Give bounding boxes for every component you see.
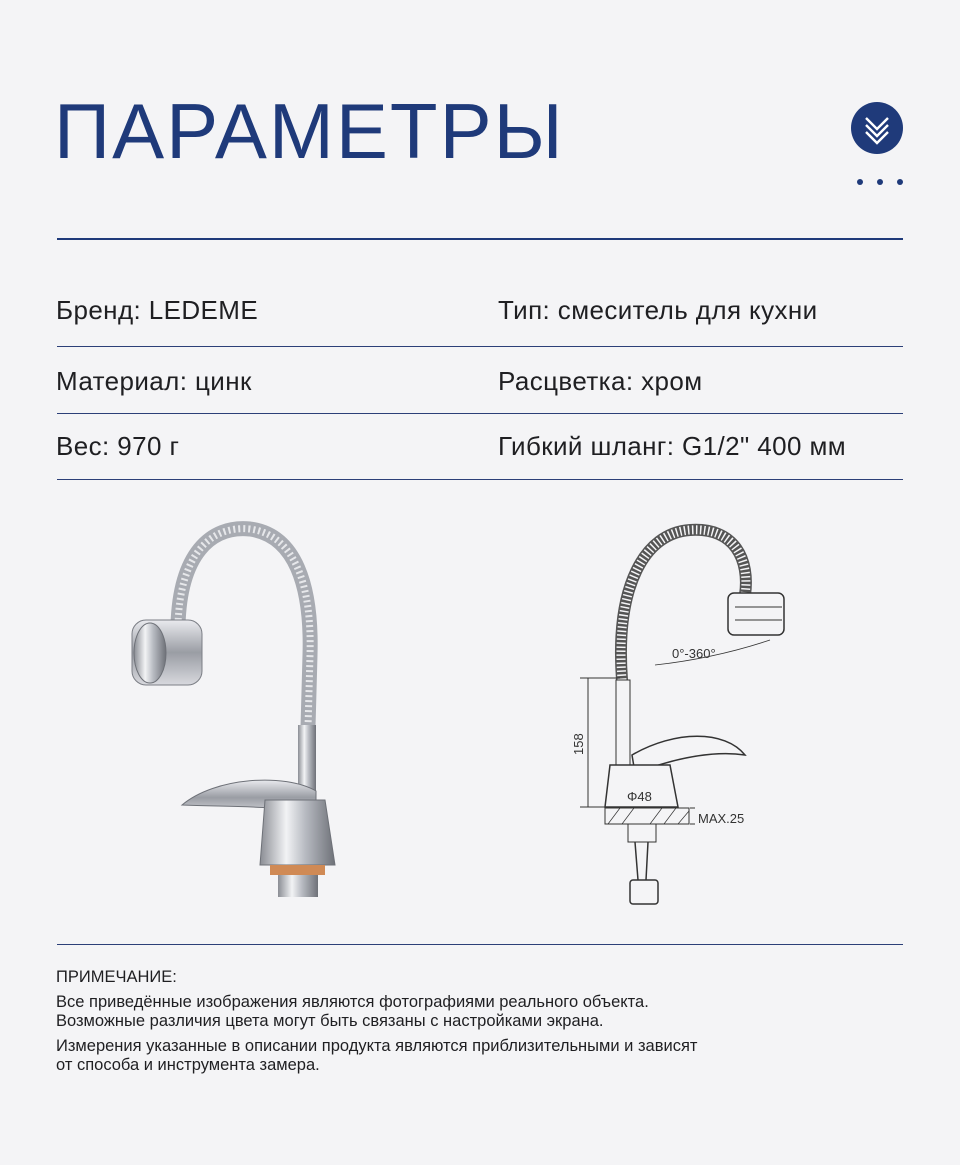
faucet-photo [120, 515, 360, 915]
faucet-technical-drawing [560, 515, 830, 915]
spec-type: Тип: смеситель для кухни [498, 295, 818, 325]
note-line: Возможные различия цвета могут быть связаны с настройками экрана. [56, 1012, 604, 1030]
note-line: от способа и инструмента замера. [56, 1056, 320, 1074]
spec-divider [57, 479, 903, 480]
more-dots-icon[interactable] [857, 179, 903, 187]
spec-hose: Гибкий шланг: G1/2" 400 мм [498, 431, 847, 461]
spec-color: Расцветка: хром [498, 366, 703, 396]
spec-weight: Вес: 970 г [56, 431, 180, 461]
spec-divider [57, 413, 903, 414]
page-title: ПАРАМЕТРЫ [54, 87, 565, 175]
max-thickness-label: MAX.25 [698, 811, 745, 826]
header-divider [57, 238, 903, 240]
chevron-double-down-icon[interactable] [851, 102, 903, 154]
height-label: 158 [571, 733, 586, 755]
note-line: Все приведённые изображения являются фотографиями реального объекта. [56, 993, 649, 1011]
note-divider [57, 944, 903, 945]
note-line: Измерения указанные в описании продукта являются приблизительными и зависят [56, 1037, 698, 1055]
spec-brand: Бренд: LEDEME [56, 295, 259, 325]
spec-divider [57, 346, 903, 347]
rotation-label: 0°-360° [672, 646, 716, 661]
note-heading: ПРИМЕЧАНИЕ: [56, 968, 177, 986]
diameter-label: Φ48 [627, 789, 652, 804]
spec-material: Материал: цинк [56, 366, 252, 396]
